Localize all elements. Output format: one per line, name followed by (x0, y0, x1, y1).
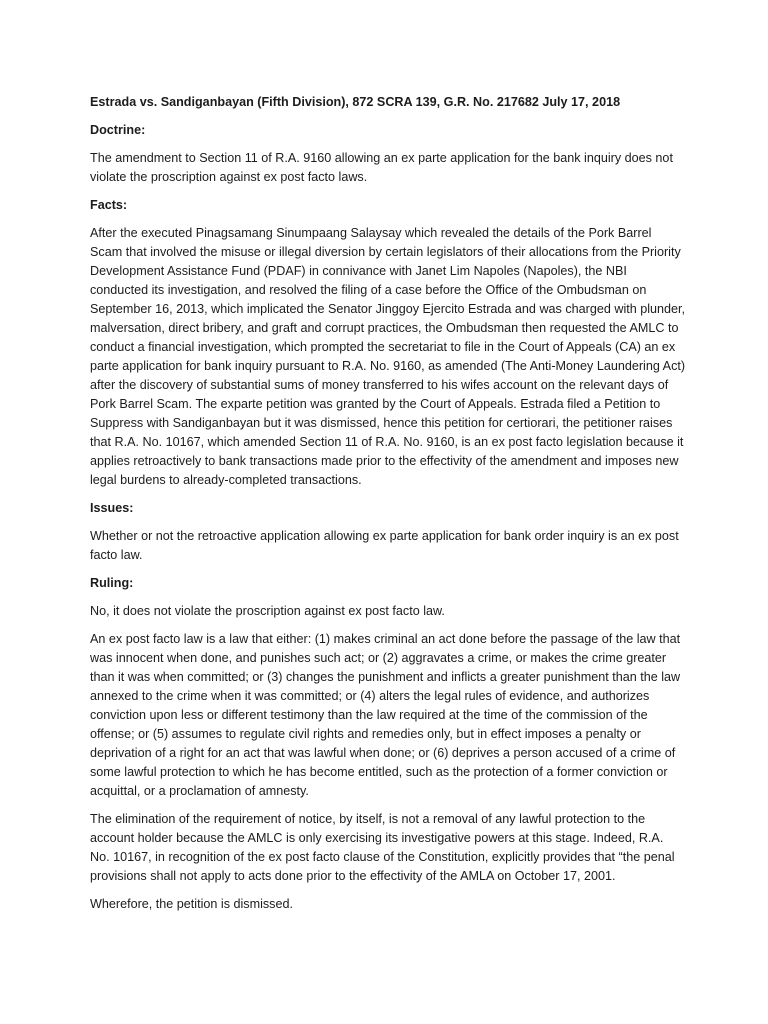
ruling-heading: Ruling: (90, 576, 134, 590)
doctrine-text: The amendment to Section 11 of R.A. 9160 allowing an ex parte application for the bank inquiry does not violate the proscription against ex post facto laws. (90, 151, 673, 184)
ruling-paragraph-4: Wherefore, the petition is dismissed. (90, 897, 293, 911)
issues-heading: Issues: (90, 501, 134, 515)
case-title: Estrada vs. Sandiganbayan (Fifth Division), 872 SCRA 139, G.R. No. 217682 July 17, 2018 (90, 95, 621, 109)
facts-heading: Facts: (90, 198, 128, 212)
ruling-paragraph-3: The elimination of the requirement of notice, by itself, is not a removal of any lawful protection to the account holder because the AMLC is only exercising its investigative powers at this stage. Indeed, R.A. No. 10167, in recognition of the ex post facto clause of the Constitution, explicitly provides that “the penal provisions shall not apply to acts done prior to the effectivity of the AMLA on October 17, 2001. (90, 812, 675, 883)
document-page (90, 93, 686, 923)
ruling-paragraph-1: No, it does not violate the proscription against ex post facto law. (90, 604, 445, 618)
ruling-paragraph-2: An ex post facto law is a law that either: (1) makes criminal an act done before the passage of the law that was innocent when done, and punishes such act; or (2) aggravates a crime, or makes the crime greater than it was when committed; or (3) changes the punishment and inflicts a greater punishment than the law annexed to the crime when it was committed; or (4) alters the legal rules of evidence, and authorizes conviction upon less or different testimony than the law required at the time of the commission of the offense; or (5) assumes to regulate civil rights and remedies only, but in effect imposes a penalty or deprivation of a right for an act that was lawful when done; or (6) deprives a person accused of a crime of some lawful protection to which he has become entitled, such as the protection of a former conviction or acquittal, or a proclamation of amnesty. (90, 632, 681, 798)
issues-text: Whether or not the retroactive application allowing ex parte application for bank order inquiry is an ex post facto law. (90, 529, 679, 562)
facts-text: After the executed Pinagsamang Sinumpaang Salaysay which revealed the details of the Pork Barrel Scam that involved the misuse or illegal diversion by certain legislators of their allocations from the Priority Development Assistance Fund (PDAF) in connivance with Janet Lim Napoles (Napoles), the NBI conducted its investigation, and resolved the filing of a case before the Office of the Ombudsman on September 16, 2013, which implicated the Senator Jinggoy Ejercito Estrada and was charged with plunder, malversation, direct bribery, and graft and corrupt practices, the Ombudsman then requested the AMLC to conduct a financial investigation, which prompted the secretariat to file in the Court of Appeals (CA) an ex parte application for bank inquiry pursuant to R.A. No. 9160, as amended (The Anti-Money Laundering Act) after the discovery of substantial sums of money transferred to his wifes account on the relevant days of Pork Barrel Scam. The exparte petition was granted by the Court of Appeals. Estrada filed a Petition to Suppress with Sandiganbayan but it was dismissed, hence this petition for certiorari, the petitioner raises that R.A. No. 10167, which amended Section 11 of R.A. No. 9160, is an ex post facto legislation because it applies retroactively to bank transactions made prior to the effectivity of the amendment and imposes new legal burdens to already-completed transactions. (90, 226, 686, 487)
doctrine-heading: Doctrine: (90, 123, 146, 137)
